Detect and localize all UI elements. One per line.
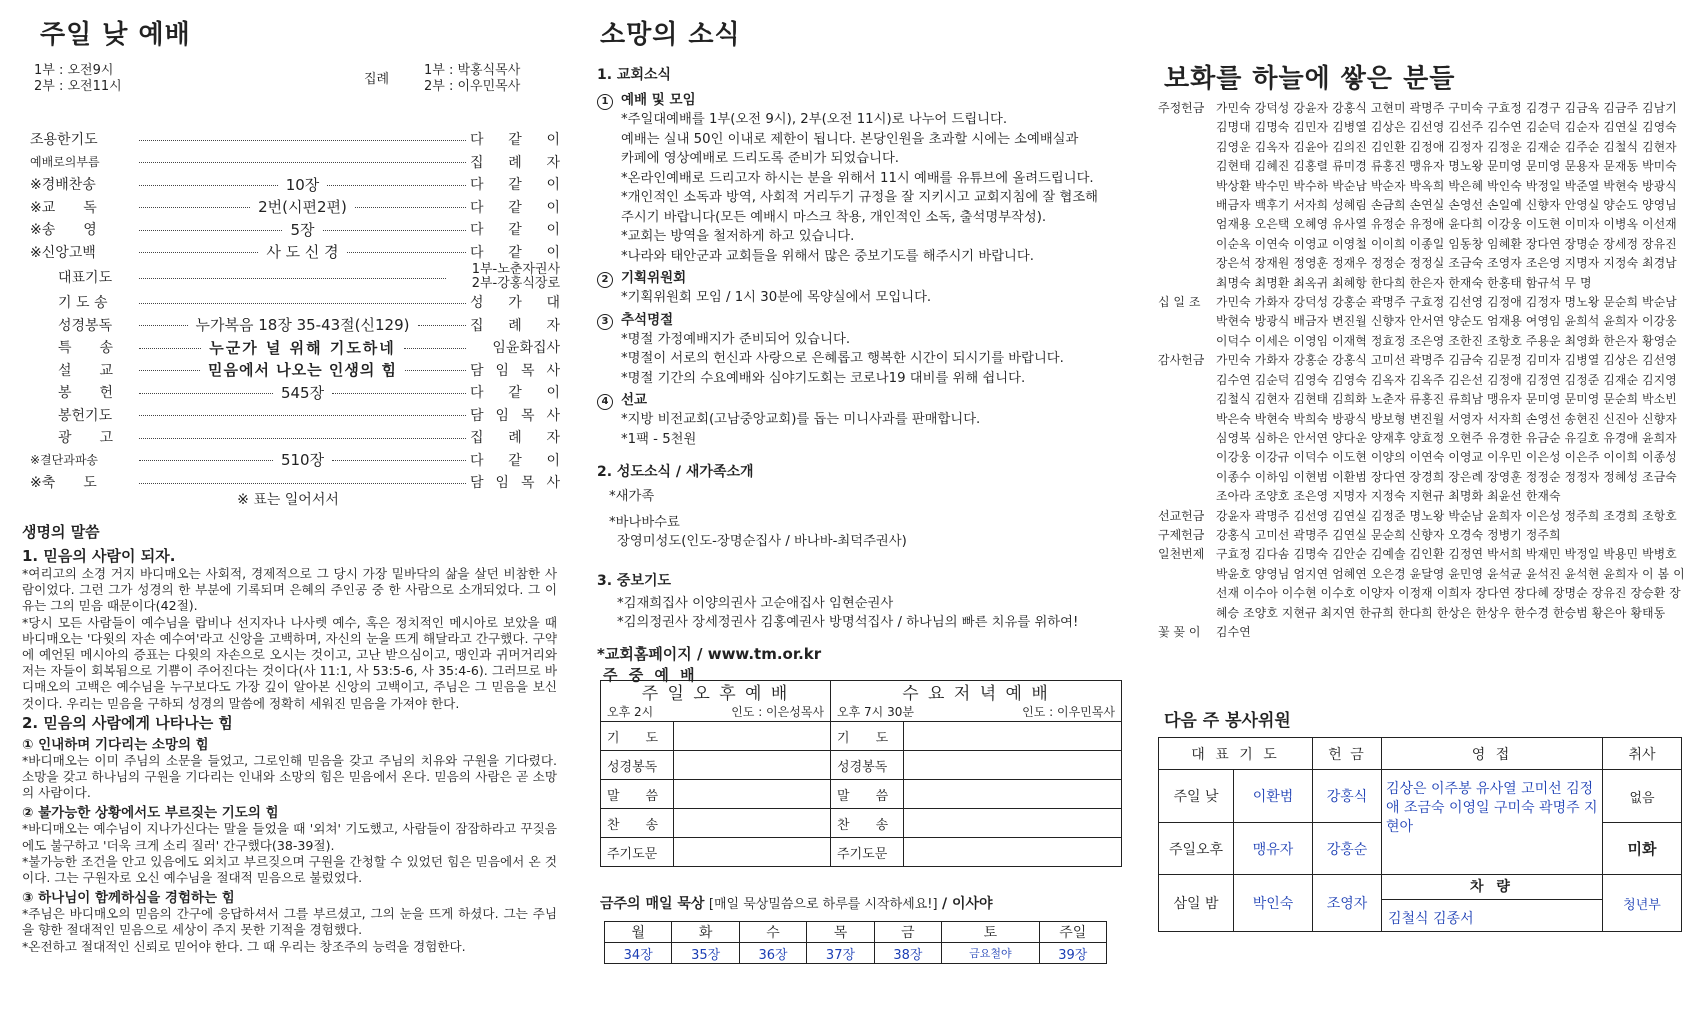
sermon-paragraph: *여리고의 소경 거지 바디매오는 사회적, 경제적으로 그 당시 가장 밑바닥의 삶을 살던 비참한 사람이었다. 그런 그가 성경의 한 부분에 기록되며 은혜의 주인공 중 한 사람으로 소개되었다. 그 이유는 그의 믿음 때문이다(42절). <box>22 566 557 614</box>
line: *명절이 서로의 헌신과 사랑으로 은혜롭고 행복한 시간이 되시기를 바랍니다. <box>621 351 1064 366</box>
offering-names: 강윤자 곽명주 김선영 김연실 김정준 명노왕 박순남 윤희자 이은성 정주희 조경희 조항호 <box>1216 508 1677 523</box>
line: *개인적인 소독과 방역, 사회적 거리두기 규정을 잘 지키시고 교회지침에 잘 협조해 <box>621 190 1099 205</box>
news-item-3 <box>597 308 1137 389</box>
order-row <box>30 263 560 291</box>
car-cell <box>1382 875 1603 932</box>
circle-number: 3 <box>597 314 613 330</box>
svc-label: 기 도 <box>831 722 904 751</box>
row-offering: 조영자 <box>1313 875 1382 932</box>
order-row <box>30 173 560 196</box>
svc-row <box>601 809 1122 838</box>
order-row <box>30 449 560 472</box>
barnabas-line: 장영미성도(인도-장명순집사 / 바나바-최덕주권사) <box>617 534 907 549</box>
row-prayer: 이환범 <box>1234 770 1313 823</box>
order-label: ※신앙고백 <box>30 244 96 261</box>
order-label: 예배로의부름 <box>30 155 100 170</box>
sermon-paragraph: *바디매오는 예수님이 지나가신다는 말을 들었을 때 '외쳐' 기도했고, 사람들이 잠잠하라고 꾸짖음에도 불구하고 '더욱 크게 소리 질러' 간구했다(38-39절). <box>22 821 557 853</box>
order-label: 조용한기도 <box>30 132 98 149</box>
order-label: 기 도 송 <box>58 295 108 312</box>
line: *김의정권사 장세정권사 김홍예권사 방명석집사 / 하나님의 빠른 치유를 위하여! <box>617 615 1079 630</box>
line: *주일대예배를 1부(오전 9시), 2부(오전 11시)로 나누어 드립니다. <box>621 112 1008 127</box>
chapters-row <box>605 943 1107 964</box>
car-header: 차 량 <box>1382 875 1602 900</box>
leader-2: 2부 : 이우민목사 <box>424 79 521 94</box>
car-drivers: 김철식 김종서 <box>1388 911 1474 928</box>
offering-names: 김수연 <box>1216 624 1251 639</box>
leader-label: 집례 <box>364 72 390 87</box>
svc-row <box>601 751 1122 780</box>
chapter: 금요철야 <box>942 943 1039 964</box>
order-row <box>30 196 560 219</box>
row-prayer: 박인숙 <box>1234 875 1313 932</box>
offering-row <box>1158 293 1688 351</box>
sermon-heading: 생명의 말씀 <box>22 523 100 541</box>
news-title: 소망의 소식 <box>600 20 741 50</box>
order-row <box>30 241 560 264</box>
row-label: 주일오후 <box>1159 822 1234 875</box>
chapter: 36장 <box>739 943 806 964</box>
line: 예배는 실내 50인 이내로 제한이 됩니다. 본당인원을 초과할 시에는 소예배실과 <box>621 131 1079 147</box>
meditation-title: 금주의 매일 묵상 <box>600 896 705 912</box>
offering-row <box>1158 623 1688 642</box>
meditation-note: [매일 묵상밀씀으로 하루를 시작하세요!] <box>708 897 938 912</box>
offering-category: 선교헌금 <box>1158 508 1205 523</box>
chapter: 38장 <box>874 943 941 964</box>
weekday-worship-title: 주 중 예 배 <box>603 665 698 684</box>
sermon-paragraph: *불가능한 조건을 안고 있음에도 외치고 부르짖으며 구원을 간청할 수 있었던 힘은 믿음에서 온 것이다. 그는 구원자로 오신 예수님을 절대적 믿음으로 불렀었다. <box>22 853 557 886</box>
sermon-paragraph: *온전하고 절대적인 신뢰로 믿어야 한다. 그 때 우리는 창조주의 능력을 경험한다. <box>22 938 466 954</box>
sec-church-news: 1. 교회소식 <box>597 67 672 83</box>
worship-order <box>30 128 560 494</box>
order-right: 집 례 자 <box>470 430 560 447</box>
order-label: ※축 도 <box>30 475 97 492</box>
offering-category: 일천번제 <box>1158 547 1205 562</box>
order-label: 봉헌기도 <box>58 407 113 424</box>
church-news <box>597 64 1137 685</box>
prayer-2: 2부-강홍식장로 <box>471 276 560 291</box>
sermon-point-2: 2. 믿음의 사람에게 나타나는 힘 <box>22 713 233 732</box>
order-label: ※교 독 <box>30 199 97 216</box>
order-right: 다 같 이 <box>470 199 561 216</box>
order-mid: 누가복음 18장 35-43절(신129) <box>195 316 410 335</box>
offering-row <box>1158 526 1688 545</box>
order-label: 성경봉독 <box>58 317 113 334</box>
prayer-1: 1부-노춘자권사 <box>471 262 560 277</box>
order-row <box>30 359 560 382</box>
offering-category: 감사헌금 <box>1158 353 1205 368</box>
order-label: 봉 헌 <box>58 385 114 402</box>
hdr-offering: 헌 금 <box>1313 738 1382 770</box>
circle-number: 2 <box>597 272 613 288</box>
order-row <box>30 336 560 359</box>
item-lines <box>597 288 1137 308</box>
days-row <box>605 922 1107 943</box>
weekday-service-table <box>600 680 1122 867</box>
order-mid: 누군가 널 위해 기도하네 <box>209 338 396 357</box>
hdr-cooking: 취사 <box>1603 738 1682 770</box>
line: 카페에 영상예배로 드리도록 준비가 되었습니다. <box>621 151 900 166</box>
order-label: 대표기도 <box>58 270 113 286</box>
order-label: ※송 영 <box>30 222 97 239</box>
chapter: 37장 <box>807 943 874 964</box>
day: 주일 <box>1039 922 1106 943</box>
cook-1: 없음 <box>1603 770 1682 823</box>
offering-list <box>1158 99 1688 642</box>
order-row <box>30 404 560 427</box>
line: *김재희집사 이양의권사 고순애집사 임현순권사 <box>617 595 894 611</box>
order-row <box>30 291 560 314</box>
circle-number: 1 <box>597 94 613 110</box>
offering-names: 가민숙 가화자 강홍순 강홍식 고미선 곽명주 김금숙 김문정 김미자 김병열 김상은 김선영 김수연 김순덕 김영숙 김영숙 김옥자 김옥주 김은선 김정애 김정연 김정준 김재순 김지영 김철식 김현자 김현태 김희화 노춘자 류홍진 류희남 맹유자 문미영 문미영 문순희 박소빈 박은숙 박현숙 박희숙 방광식 방보형 변진월 서영자 서자희 손영선 송현진 신진아 신향자 심영복 심하은 안서연 양다운 양재후 양효정 오현주 유경한 유금순 유길호 유경애 윤희자 이강웅 이강규 이덕수 이도현 이양의 이연숙 이영교 이우민 이은성 이은주 이이희 이종성 이종수 이하임 이현범 이환범 장다연 장경희 장은례 장영훈 정정순 정정자 정혜성 조금숙 조아라 조양호 조은영 지명자 지정숙 지현규 최명화 최윤선 한재숙 <box>1216 353 1677 504</box>
svc2-head <box>831 681 1122 722</box>
svc-label: 성경봉독 <box>601 751 674 780</box>
new-family: *새가족 <box>609 489 655 504</box>
chapter: 39장 <box>1039 943 1106 964</box>
order-label: 특 송 <box>58 340 114 357</box>
sec-member-news: 2. 성도소식 / 새가족소개 <box>597 464 754 480</box>
order-right: 담 임 목 사 <box>470 475 560 492</box>
svc2-title: 수 요 저 녁 예 배 <box>902 683 1050 704</box>
order-mid: 믿음에서 나오는 인생의 힘 <box>207 361 398 380</box>
svc-label: 찬 송 <box>601 809 674 838</box>
line: *온라인예배로 드리고자 하시는 분을 위해서 11시 예배를 유튜브에 올려드립니다. <box>621 170 1094 186</box>
offering-names: 구효정 김다솜 김명숙 김안순 김예솔 김인환 김정연 박서희 박재민 박정일 박용민 박병호 박윤호 양영님 엄지연 엄혜연 오은경 윤달영 윤민영 윤석균 윤석진 윤석현 윤희자 이 봄 이선재 이수아 이수현 이수호 이양자 이정재 이희자 장다연 장다혜 장명순 장유진 장승환 장혜승 조양호 지현규 최지연 한규희 한다희 한상은 한상우 한수경 한승범 황은아 황태동 <box>1216 547 1685 620</box>
sermon-subpoint-2: ② 불가능한 상황에서도 부르짖는 기도의 힘 <box>22 805 279 822</box>
row-prayer: 맹유자 <box>1234 822 1313 875</box>
line: *기획위원회 모임 / 1시 30분에 목양실에서 모입니다. <box>621 290 932 305</box>
order-right: 다 같 이 <box>470 452 560 469</box>
service-leaders <box>424 63 520 95</box>
greeters: 김상은 이주봉 유사열 고미선 김정애 조금숙 이영일 구미숙 곽명주 지현아 <box>1382 770 1603 875</box>
item-title: 기획위원회 <box>621 270 687 286</box>
meditation-table <box>604 921 1107 964</box>
order-row <box>30 128 560 151</box>
svc-label: 기 도 <box>601 722 674 751</box>
offering-category: 주정헌금 <box>1158 101 1205 115</box>
svc-label: 찬 송 <box>831 809 904 838</box>
offering-names: 가민숙 강덕성 강윤자 강홍식 고현미 곽명주 구미숙 구효정 김경구 김금옥 김금주 김남기 김명대 김명숙 김민자 김병열 김상은 김선영 김선주 김수연 김순덕 김순자 김연실 김영숙 김영운 김옥자 김윤아 김의진 김인환 김정애 김정자 김정운 김재순 김주순 김철식 김현자 김현태 김혜진 김홍렬 류미경 류홍진 맹유자 명노왕 문미영 문미영 문용자 문재동 박미숙 박상환 박수민 박수하 박순남 박순자 박옥희 박은혜 박인숙 박정일 박준열 박현숙 방광식 배금자 백후기 서자희 성혜림 손금희 손연실 손영선 손일예 신향자 안영실 양순도 양영님 엄재용 오은택 오혜영 유사열 유정순 유정애 윤다희 이강웅 이도현 이미자 이병옥 이선재 이순옥 이연숙 이영교 이영철 이이희 이종일 임동창 임혜환 장다연 장명순 장세정 장유진 장은석 장재원 정영훈 정재우 정정순 정정실 조금숙 조영자 조은영 지명자 지정숙 최경남 최명숙 최명환 최옥귀 최혜항 한다희 한은자 한재숙 한홍태 함규석 무 명 <box>1216 101 1677 290</box>
row-label: 삼일 밤 <box>1159 875 1234 932</box>
item-lines <box>597 410 1137 449</box>
hdr-greeting: 영 접 <box>1382 738 1603 770</box>
order-right: 다 같 이 <box>470 177 561 194</box>
news-item-4 <box>597 388 1137 449</box>
daily-meditation <box>600 893 993 913</box>
order-row <box>30 314 560 337</box>
leader-1: 1부 : 박홍식목사 <box>424 63 521 78</box>
line: *나라와 태안군과 교회들을 위해서 많은 중보기도를 해주시기 바랍니다. <box>621 248 1034 264</box>
svc-row <box>601 838 1122 867</box>
day: 토 <box>942 922 1039 943</box>
svc-label: 말 씀 <box>601 780 674 809</box>
order-right: 담 임 목 사 <box>470 407 560 424</box>
order-mid: 사 도 신 경 <box>266 243 339 262</box>
offering-names: 강홍식 고미선 곽명주 김연실 문순희 신향자 오경숙 정병기 정주희 <box>1216 527 1561 542</box>
offering-row <box>1158 99 1688 293</box>
order-right: 다 같 이 <box>470 244 561 261</box>
sermon-section <box>22 521 557 955</box>
volunteer-table <box>1158 737 1682 932</box>
cook-2: 미화 <box>1603 822 1682 875</box>
day: 금 <box>874 922 941 943</box>
svc-label: 성경봉독 <box>831 751 904 780</box>
sermon-point-1: 1. 믿음의 사람이 되자. <box>22 547 176 565</box>
order-right: 담 임 목 사 <box>470 362 560 379</box>
offering-category: 꽃 꽂 이 <box>1158 624 1201 639</box>
order-right: 집 례 자 <box>470 154 560 171</box>
order-right: 임윤화집사 <box>492 340 561 357</box>
svc-label: 주기도문 <box>601 838 674 867</box>
item-title: 추석명절 <box>621 311 674 328</box>
offering-title: 보화를 하늘에 쌓은 분들 <box>1164 64 1456 94</box>
order-label: ※경배찬송 <box>30 177 96 194</box>
worship-title: 주일 낮 예배 <box>40 20 191 50</box>
service-time-1: 1부 : 오전9시 <box>34 63 114 78</box>
next-week-title: 다음 주 봉사위원 <box>1164 711 1291 731</box>
order-mid: 5장 <box>290 220 315 239</box>
chapter: 34장 <box>605 943 672 964</box>
order-row <box>30 218 560 241</box>
order-label: 광 고 <box>58 430 114 447</box>
svc1-lead: 인도 : 이은성목사 <box>731 704 825 719</box>
sermon-subpoint-3: ③ 하나님이 함께하심을 경험하는 힘 <box>22 890 235 907</box>
order-right: 집 례 자 <box>470 317 561 334</box>
offering-category: 십 일 조 <box>1158 295 1201 310</box>
service-time-2: 2부 : 오전11시 <box>34 79 122 94</box>
hdr-prayer: 대 표 기 도 <box>1159 738 1313 770</box>
offering-category: 구제헌금 <box>1158 527 1205 542</box>
day: 화 <box>672 922 739 943</box>
order-right-two <box>450 263 560 291</box>
order-label: ※결단과파송 <box>30 453 99 468</box>
offering-names: 가민숙 가화자 강덕성 강홍순 곽명주 구효정 김선영 김정애 김정자 명노왕 문순희 박순남 박현숙 방광식 배금자 변진월 신향자 안서연 양순도 엄재용 여영임 윤희석 윤희자 이강웅 이덕수 이세은 이영임 이재혁 정효정 조은영 조한진 조항호 주용운 최영화 한은자 황영순 <box>1216 295 1677 348</box>
line: *명절 기간의 수요예배와 심야기도회는 코로나19 대비를 위해 쉽니다. <box>621 370 1026 386</box>
order-row <box>30 381 560 404</box>
chapter: 35장 <box>672 943 739 964</box>
line: *지방 비전교회(고남중앙교회)를 돕는 미니사과를 판매합니다. <box>621 412 981 427</box>
order-mid: 10장 <box>285 175 320 194</box>
line: *1팩 - 5천원 <box>621 431 697 447</box>
line: 주시기 바랍니다(모든 예배시 마스크 착용, 개인적인 소독, 출석명부작성). <box>621 209 1047 225</box>
sermon-paragraph: *바디매오는 이미 주님의 소문을 들었고, 그로인해 믿음을 갖고 주님의 치유와 구원을 기다렸다. 소망을 갖고 하나님의 구원을 기다리는 인내와 소망의 힘은 믿음에서 온다. 믿음의 사람은 곧 소망의 사람이다. <box>22 752 557 801</box>
order-mid: 2번(시편2편) <box>258 198 347 217</box>
svc2-lead: 인도 : 이우민목사 <box>1022 704 1115 719</box>
prayer-lines <box>597 594 1137 633</box>
svc-row <box>601 780 1122 809</box>
day: 수 <box>739 922 806 943</box>
line: *명절 가정예배지가 준비되어 있습니다. <box>621 331 851 347</box>
order-mid: 545장 <box>280 383 325 402</box>
sermon-subpoint-1: ① 인내하며 기다리는 소망의 힘 <box>22 736 209 753</box>
svc-label: 주기도문 <box>831 838 904 867</box>
item-title: 선교 <box>621 392 648 408</box>
day: 월 <box>605 922 672 943</box>
svc1-head <box>601 681 831 722</box>
svc2-time: 오후 7시 30분 <box>837 704 914 719</box>
item-title: 예배 및 모임 <box>621 92 696 108</box>
offering-row <box>1158 545 1688 623</box>
circle-number: 4 <box>597 394 613 410</box>
meditation-book: / 이사야 <box>942 896 993 912</box>
sermon-paragraph: *주님은 바디매오의 믿음의 간구에 응답하셔서 그를 부르셨고, 그의 눈을 뜨게 하셨다. 그는 주님을 향한 절대적인 믿음으로 세상이 주지 못한 기적을 경험했다. <box>22 906 557 938</box>
day: 목 <box>807 922 874 943</box>
offering-row <box>1158 351 1688 506</box>
order-label: 설 교 <box>58 362 114 379</box>
barnabas-graduation: *바나바수료 <box>609 514 680 530</box>
offering-row <box>1158 507 1688 526</box>
cook-3: 청년부 <box>1603 875 1682 932</box>
order-row <box>30 426 560 449</box>
order-mid: 510장 <box>280 451 325 470</box>
row-label: 주일 낮 <box>1159 770 1234 823</box>
news-item-1 <box>597 88 1137 266</box>
order-right: 다 같 이 <box>470 132 560 149</box>
item-lines <box>597 330 1137 389</box>
sermon-paragraph: *당시 모든 사람들이 예수님을 랍비나 선지자나 나사렛 예수, 혹은 정치적인 메시아로 보았을 때 바디매오는 '다윗의 자손 예수여'라고 신앙을 고백하며, 자신의 눈을 뜨게 해달라고 간구했다. 구약에 예언된 메시아의 증표는 다윗의 자손으로 오시는 것이고, 고난 받으심이고, 맹인과 귀머거리와 저는 자들이 회복됨으로 기쁨이 주어진다는 것이다(사 11:1, 사 53:5-6, 사 35:4-6). 그러므로 바디매오의 고백은 예수님을 누구보다도 가장 깊이 알아본 신앙의 고백이고, 주님은 그 믿음을 보신 것이다. 우리는 믿음을 구하되 성경의 말씀에 정확히 세워진 믿음을 가져야 한다. <box>22 614 557 711</box>
svc-row <box>601 722 1122 751</box>
stand-note: ※ 표는 일어서서 <box>237 492 339 508</box>
homepage: *교회홈페이지 / www.tm.or.kr <box>597 644 822 663</box>
svc1-time: 오후 2시 <box>607 704 654 719</box>
row-offering: 강홍식 <box>1313 770 1382 823</box>
svc-label: 말 씀 <box>831 780 904 809</box>
service-times <box>34 63 122 95</box>
item-lines <box>597 110 1137 266</box>
sec-intercession: 3. 중보기도 <box>597 572 672 589</box>
order-row <box>30 151 560 174</box>
order-right: 성 가 대 <box>470 295 560 312</box>
svc1-title: 주 일 오 후 예 배 <box>641 683 790 704</box>
order-right: 다 같 이 <box>470 222 561 239</box>
order-right: 다 같 이 <box>470 385 560 402</box>
row-offering: 강홍순 <box>1313 822 1382 875</box>
line: *교회는 방역을 철저하게 하고 있습니다. <box>621 229 855 244</box>
news-item-2 <box>597 266 1137 308</box>
